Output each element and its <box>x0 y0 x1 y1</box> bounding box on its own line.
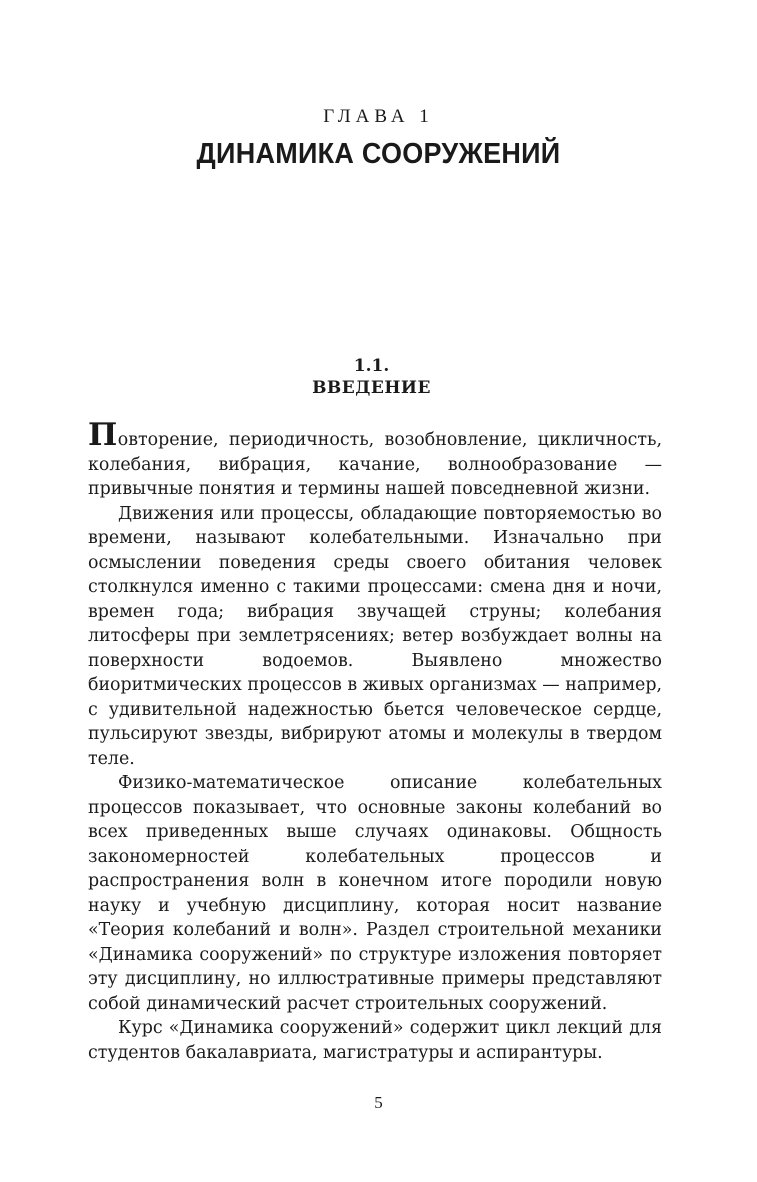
paragraph-4: Курс «Динамика сооружений» содержит цикл лекций для студентов бакалавриата, магистратуры и аспирантуры. <box>88 1018 662 1063</box>
section-number: 1.1. <box>353 356 390 376</box>
paragraph-2: Движения или процессы, обладающие повторяемостью во времени, называют колебательными. Изначально при осмыслении поведения среды своего обитания человек столкнулся именно с такими процессами: смена дня и ночи, времен года; вибрация звучащей струны; колебания литосферы при землетрясениях; ветер возбуждает волны на поверхности водоемов. Выявлено множество биоритмических процессов в живых организмах — например, с удивительной надежностью бьется человеческое сердце, пульсируют звезды, вибрируют атомы и молекулы в твердом теле. <box>88 503 662 769</box>
paragraph-3: Физико-математическое описание колебательных процессов показывает, что основные законы колебаний во всех приведенных выше случаях одинаковы. Общность закономерностей колебательных процессов и распространения волн в конечном итоге породили новую науку и учебную дисциплину, которая носит название «Теория колебаний и волн». Раздел строительной механики «Динамика сооружений» по структуре изложения повторяет эту дисциплину, но иллюстративные примеры представляют собой динамический расчет строительных сооружений. <box>88 773 662 1014</box>
page-number: 5 <box>374 1093 383 1112</box>
section-title: ВВЕДЕНИЕ <box>312 378 431 398</box>
body-text <box>88 417 662 1065</box>
chapter-title: ДИНАМИКА СООРУЖЕНИЙ <box>196 138 561 170</box>
paragraph-text: овторение, периодичность, возобновление, цикличность, колебания, вибрация, качание, волнообразование — привычные понятия и термины нашей повседневной жизни. <box>88 430 662 499</box>
paragraph-1 <box>88 417 662 502</box>
chapter-label: ГЛАВА 1 <box>323 106 434 127</box>
drop-cap-initial: П <box>88 417 118 453</box>
